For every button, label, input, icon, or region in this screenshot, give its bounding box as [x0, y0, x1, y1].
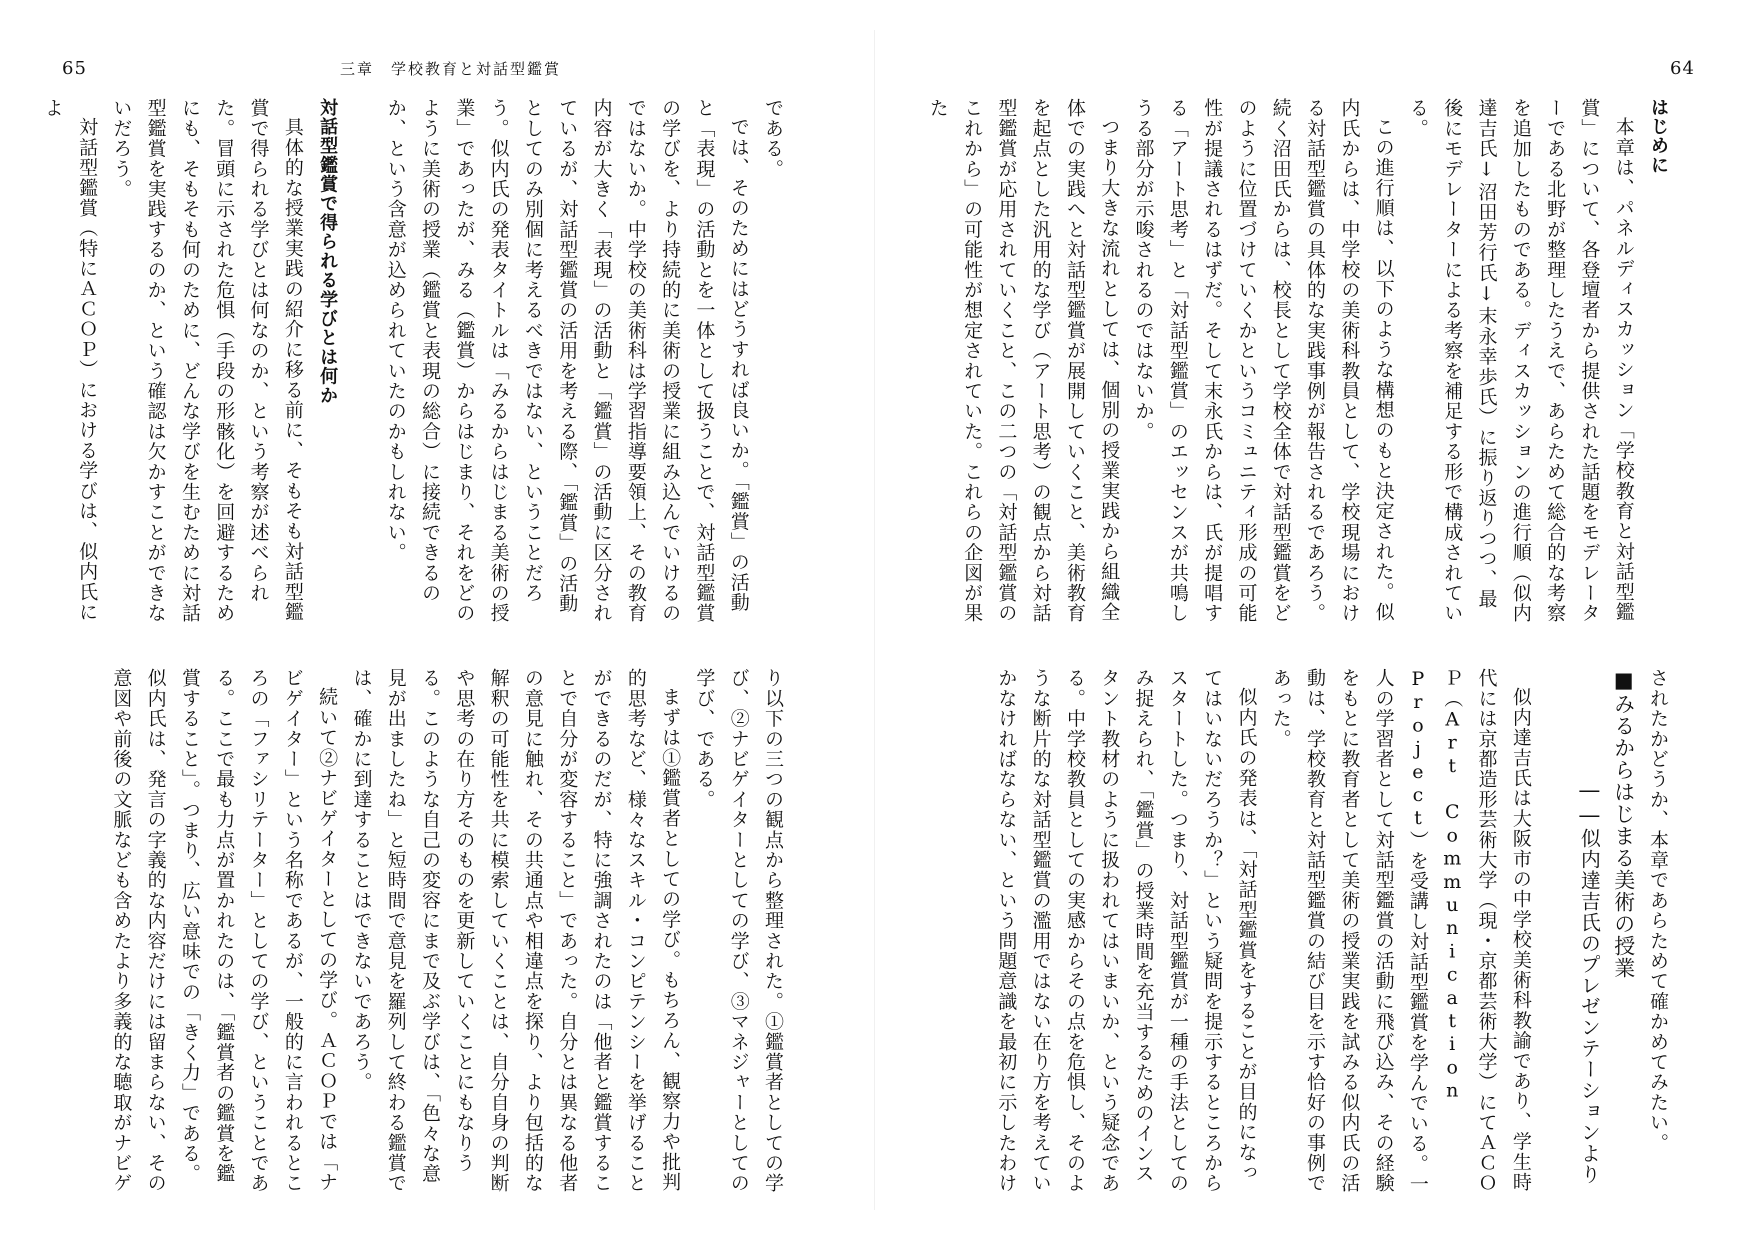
paragraph: である。: [762, 98, 784, 179]
page-number-right: 64: [1670, 58, 1695, 79]
paragraph: 具体的な授業実践の紹介に移る前に、そもそも対話型鑑賞で得られる学びとは何なのか、という考察が述べられた。冒頭に示された危惧（手段の形骸化）を回避するためにも、そもそも何のために、どんな学びを生むために対話型鑑賞を実践するのか、という確認は欠かすことができないだろう。: [110, 98, 304, 624]
section-heading: はじめに: [1648, 98, 1669, 175]
blank-line: [344, 98, 378, 628]
right-page: [875, 0, 1749, 1241]
right-upper-column: [926, 98, 1675, 628]
blank-line: [1538, 668, 1572, 1198]
left-page: [0, 0, 874, 1241]
paragraph: り以下の三つの観点から整理された。①鑑賞者としての学び、②ナビゲイターとしての学び、③マネジャーとしての学び、である。: [693, 668, 784, 1194]
right-lower-column: [975, 668, 1675, 1198]
section-title: ■みるからはじまる美術の授業: [1611, 668, 1636, 979]
paragraph: 似内氏の発表は、「対話型鑑賞をすることが目的になってはいないだろうか？」という疑問を提示するところからスタートした。つまり、対話型鑑賞が一種の手法としてのみ捉えられ、「鑑賞」の授業時間を充当するためのインスタント教材のように扱われてはいまいか、という疑念である。中学校教員としての実感からその点を危惧し、そのような断片的な対話型鑑賞の濫用ではない在り方を考えていかなければならない、という問題意識を最初に示したわけ: [995, 668, 1258, 1194]
left-upper-column: [41, 98, 790, 628]
page-number-left: 65: [62, 58, 87, 79]
paragraph: では、そのためにはどうすれば良いか。「鑑賞」の活動と「表現」の活動とを一体として扱うことで、対話型鑑賞の学びを、より持続的に美術の授業に組み込んでいけるのではないか。中学校の美術科は学習指導要領上、その教育内容が大きく「表現」の活動と「鑑賞」の活動に区分されているが、対話型鑑賞の活用を考える際、「鑑賞」の活動としてのみ別個に考えるべきではない、ということだろう。似内氏の発表タイトルは「みるからはじまる美術の授業」であったが、みる（鑑賞）からはじまり、それをどのように美術の授業（鑑賞と表現の総合）に接続できるのか、という含意が込められていたのかもしれない。: [384, 98, 750, 624]
paragraph: 似内達吉氏は大阪市の中学校美術科教諭であり、学生時代には京都造形芸術大学（現・京都芸術大学）にてＡＣＯＰ（Art Communication Project）を受講し対話型鑑賞を学んでいる。一人の学習者として対話型鑑賞の活動に飛び込み、その経験をもとに教育者として美術の授業実践を試みる似内氏の活動は、学校教育と対話型鑑賞の結び目を示す恰好の事例であった。: [1269, 668, 1532, 1194]
left-lower-column: [85, 668, 790, 1198]
section-subtitle: ――似内達吉氏のプレゼンテーションより: [1577, 778, 1602, 1185]
paragraph: まずは①鑑賞者としての学び。もちろん、観察力や批判的思考など、様々なスキル・コンピテンシーを挙げることができるのだが、特に強調されたのは「他者と鑑賞することで自分が変容すること」であった。自分とは異なる他者の意見に触れ、その共通点や相違点を探り、より包括的な解釈の可能性を共に模索していくことは、自分自身の判断や思考の在り方そのものを更新していくことにもなりうる。このような自己の変容にまで及ぶ学びは、「色々な意見が出ましたね」と短時間で意見を羅列して終わる鑑賞では、確かに到達することはできないであろう。: [350, 668, 682, 1194]
paragraph: この進行順は、以下のような構想のもと決定された。似内氏からは、中学校の美術科教員として、学校現場における対話型鑑賞の具体的な実践事例が報告されるであろう。続く沼田氏からは、校長として学校全体で対話型鑑賞をどのように位置づけていくかというコミュニティ形成の可能性が提議されるはずだ。そして末永氏からは、氏が提唱する「アート思考」と「対話型鑑賞」のエッセンスが共鳴しうる部分が示唆されるのではないか。: [1132, 98, 1395, 624]
paragraph: されたかどうか、本章であらためて確かめてみたい。: [1647, 668, 1669, 1153]
paragraph: 本章は、パネルディスカッション「学校教育と対話型鑑賞」について、各登壇者から提供された話題をモデレーターである北野が整理したうえで、あらためて総合的な考察を追加したものである。ディスカッションの進行順（似内達吉氏↓沼田芳行氏↓末永幸歩氏）に振り返りつつ、最後にモデレーターによる考察を補足する形で構成されている。: [1406, 98, 1635, 624]
running-head: 三章 学校教育と対話型鑑賞: [340, 60, 562, 78]
paragraph: 対話型鑑賞（特にＡＣＯＰ）における学びは、似内氏によ: [41, 98, 99, 622]
paragraph: 続いて②ナビゲイターとしての学び。ＡＣＯＰでは「ナビゲイター」という名称であるが、一般的に言われるところの「ファシリテーター」としての学び、ということである。ここで最も力点が置かれたのは、「鑑賞者の鑑賞を鑑賞すること」。つまり、広い意味での「きく力」である。似内氏は、発言の字義的な内容だけには留まらない、その意図や前後の文脈なども含めたより多義的な聴取がナビゲ: [110, 668, 339, 1194]
section-heading: 対話型鑑賞で得られる学びとは何か: [317, 98, 339, 406]
paragraph: つまり大きな流れとしては、個別の授業実践から組織全体での実践へと対話型鑑賞が展開していくこと、美術教育を起点とした汎用的な学び（アート思考）の観点から対話型鑑賞が応用されていくこと、この二つの「対話型鑑賞のこれから」の可能性が想定されていた。これらの企図が果た: [926, 98, 1121, 624]
